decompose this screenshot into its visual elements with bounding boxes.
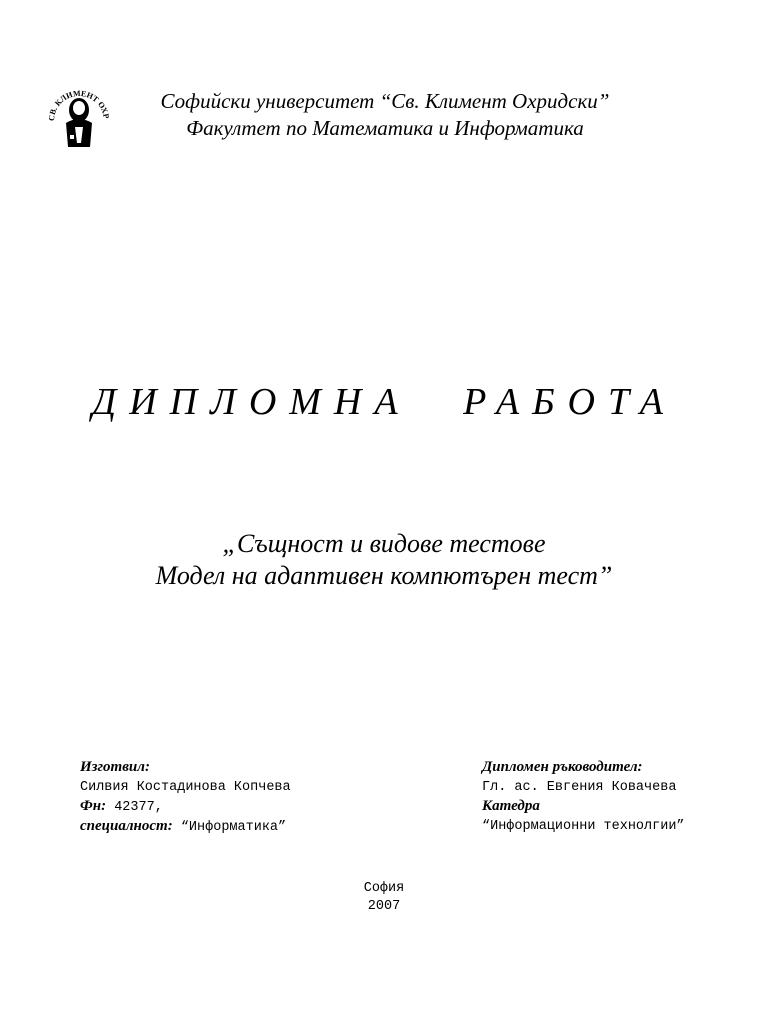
document-title: ДИПЛОМНА РАБОТА — [92, 381, 676, 423]
university-name: Софийски университет “Св. Климент Охридски” — [160, 89, 610, 113]
university-header — [120, 88, 650, 142]
author-label: Изготвил: — [80, 759, 150, 775]
subtitle-line-1: „Същност и видове тестове — [222, 529, 546, 558]
subtitle-line-2: Модел на адаптивен компютърен тест” — [155, 561, 613, 590]
supervisor-label: Дипломен ръководител: — [482, 759, 643, 775]
city: София — [363, 881, 405, 896]
seal-inscription: СВ. КЛИМЕНТ ОХР — [46, 88, 111, 122]
specialty-label: специалност: — [80, 818, 173, 834]
specialty-value: “Информатика” — [180, 820, 287, 835]
thesis-subtitle — [0, 528, 768, 592]
fn-label: Фн: — [80, 798, 107, 814]
faculty-name: Факултет по Математика и Информатика — [186, 116, 584, 140]
fn-value: 42377, — [114, 800, 163, 815]
department-label: Катедра — [482, 798, 540, 814]
supervisor-block — [482, 758, 752, 836]
supervisor-name: Гл. ас. Евгения Ковачева — [482, 780, 677, 795]
department-value: “Информационни технолгии” — [482, 819, 685, 834]
author-block — [80, 758, 440, 837]
author-name: Силвия Костадинова Копчева — [80, 780, 291, 795]
year: 2007 — [367, 899, 401, 914]
university-seal-icon — [44, 77, 114, 149]
footer — [0, 880, 768, 916]
